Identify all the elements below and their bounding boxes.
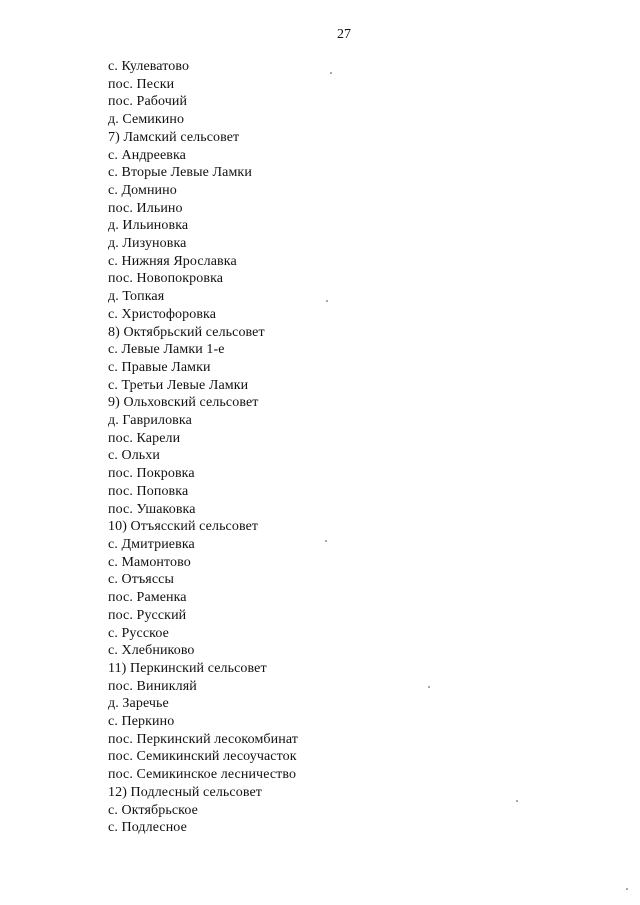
list-item: д. Лизуновка	[108, 236, 187, 252]
list-item: пос. Покровка	[108, 466, 195, 482]
scan-speck	[326, 300, 328, 302]
list-item: 11) Перкинский сельсовет	[108, 660, 267, 676]
list-item: 12) Подлесный сельсовет	[108, 784, 262, 800]
list-item: с. Русское	[108, 625, 169, 641]
list-item: пос. Рабочий	[108, 94, 188, 110]
list-item: пос. Виникляй	[108, 678, 197, 694]
list-item: пос. Раменка	[108, 590, 187, 606]
list-item: с. Дмитриевка	[108, 536, 195, 552]
list-item: 10) Отъясский сельсовет	[108, 519, 259, 535]
list-item: 8) Октябрьский сельсовет	[108, 324, 265, 340]
list-item: пос. Перкинский лесокомбинат	[108, 731, 298, 747]
list-item: д. Заречье	[108, 696, 169, 712]
list-item: 9) Ольховский сельсовет	[108, 395, 259, 411]
list-item: д. Гавриловка	[108, 413, 192, 429]
scan-speck	[428, 686, 430, 688]
list-item: пос. Поповка	[108, 483, 189, 499]
list-item: пос. Ушаковка	[108, 501, 196, 517]
list-item: пос. Семикинский лесоучасток	[108, 749, 297, 765]
list-item: 7) Ламский сельсовет	[108, 129, 240, 145]
list-item: с. Подлесное	[108, 820, 187, 836]
list-item: пос. Карели	[108, 430, 181, 446]
list-item: д. Ильиновка	[108, 218, 189, 234]
page-number: 27	[337, 27, 351, 42]
list-item: с. Левые Ламки 1-е	[108, 342, 225, 358]
list-item: с. Домнино	[108, 182, 177, 198]
settlement-list	[108, 58, 298, 837]
list-item: с. Ольхи	[108, 448, 160, 464]
list-item: с. Отъяссы	[108, 572, 174, 588]
scan-speck	[516, 800, 518, 802]
list-item: д. Топкая	[108, 289, 165, 305]
list-item: пос. Ильино	[108, 200, 183, 216]
list-item: пос. Русский	[108, 607, 187, 623]
list-item: с. Правые Ламки	[108, 359, 211, 375]
list-item: с. Нижняя Ярославка	[108, 253, 237, 269]
scan-speck	[626, 888, 628, 890]
list-item: с. Мамонтово	[108, 554, 191, 570]
list-item: д. Семикино	[108, 112, 185, 128]
list-item: с. Хлебниково	[108, 643, 195, 659]
scan-speck	[330, 72, 332, 74]
list-item: с. Вторые Левые Ламки	[108, 165, 252, 181]
list-item: с. Третьи Левые Ламки	[108, 377, 249, 393]
list-item: с. Христофоровка	[108, 306, 217, 322]
list-item: с. Октябрьское	[108, 802, 198, 818]
list-item: с. Кулеватово	[108, 59, 190, 74]
list-item: пос. Новопокровка	[108, 271, 224, 287]
list-item: с. Перкино	[108, 714, 175, 730]
list-item: с. Андреевка	[108, 147, 186, 163]
list-item: пос. Пески	[108, 76, 175, 92]
scan-speck	[325, 540, 327, 542]
list-item: пос. Семикинское лесничество	[108, 767, 297, 783]
